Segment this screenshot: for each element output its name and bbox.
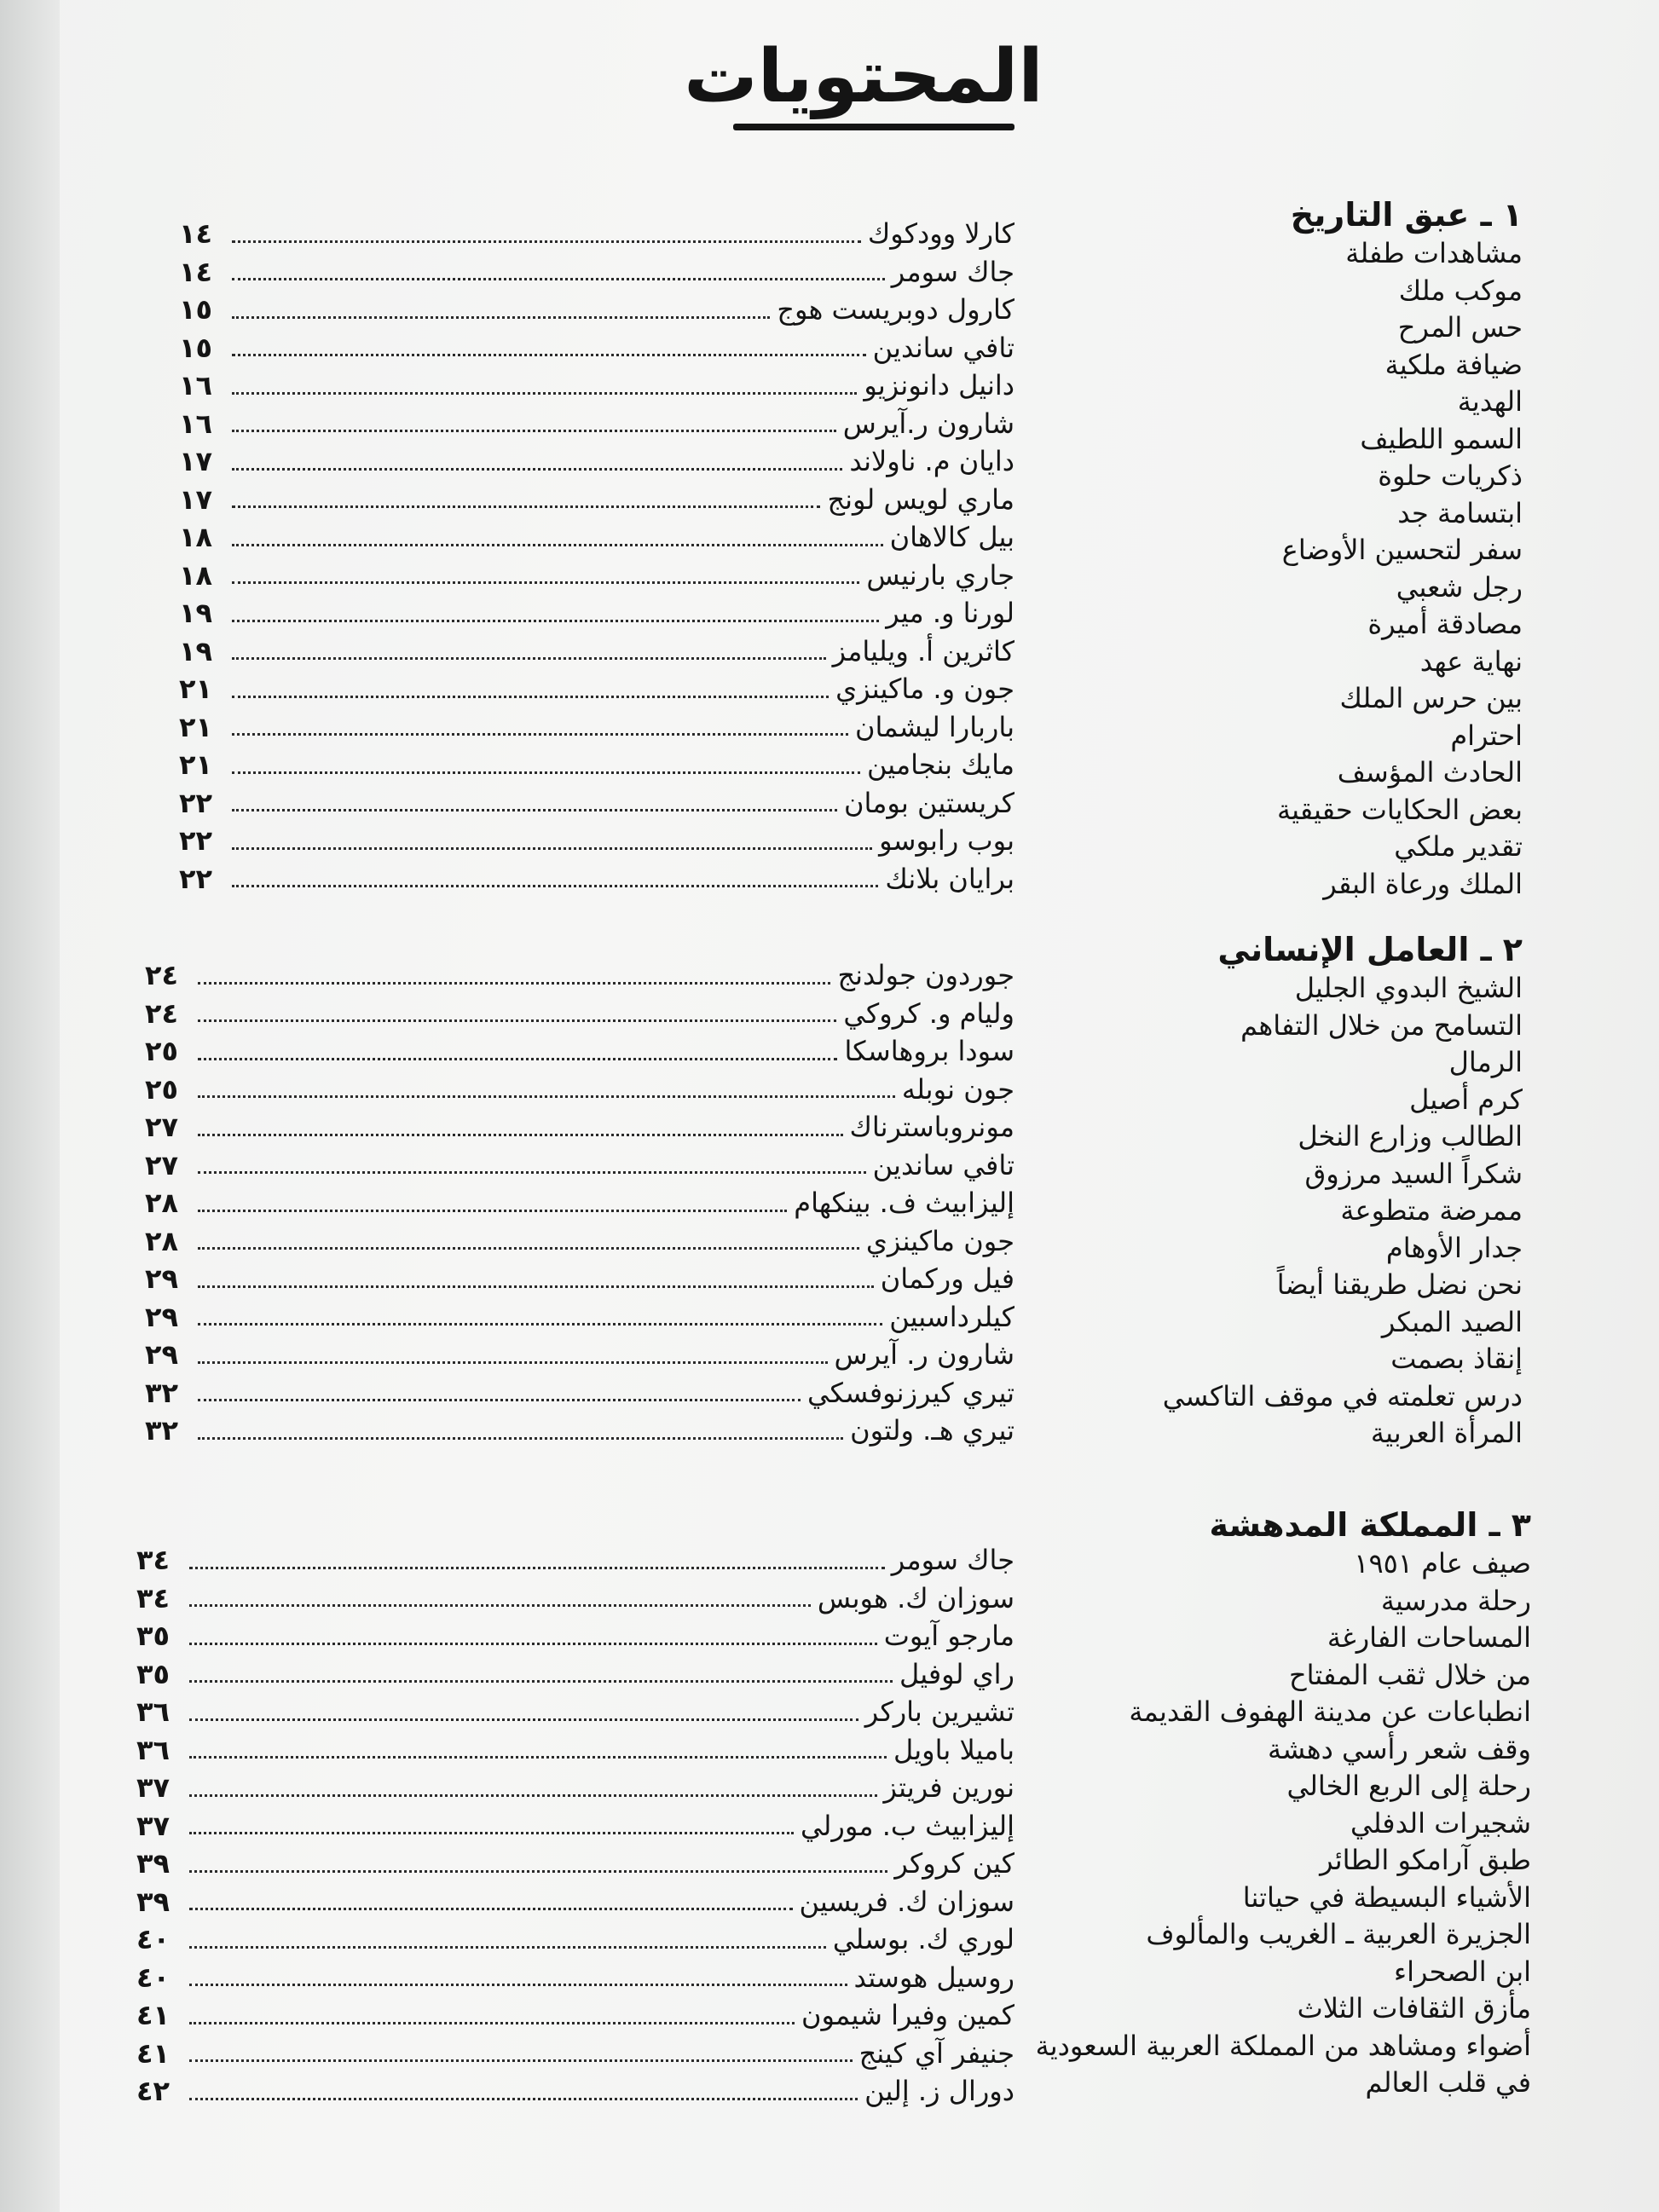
toc-entry [179,442,1014,481]
page-number: ١٩ [179,597,213,629]
toc-entry [179,367,1014,405]
chapter-title: في قلب العالم [1365,2066,1531,2099]
author-name: بيل كالاهان [889,521,1014,553]
page-number: ٣٩ [136,1885,171,1918]
author-name: مونروباسترناك [849,1111,1014,1143]
author-name: فيل وركمان [880,1262,1014,1295]
toc-entry [179,784,1014,823]
section-3-entries [136,1541,1014,2111]
page-number: ٢٢ [179,824,213,857]
chapter-title: الأشياء البسيطة في حياتنا [1242,1880,1531,1914]
page-number: ١٥ [179,293,213,326]
section-1-titles [1277,194,1523,903]
page-number: ٢٩ [145,1300,179,1333]
chapter-title: مأزق الثقافات الثلاث [1297,1992,1531,2024]
chapter-title: طبق آرامكو الطائر [1320,1844,1531,1876]
toc-entry [179,632,1014,671]
page-number: ٣٢ [145,1414,179,1447]
toc-entry [136,2072,1014,2111]
author-name: كيلرداسبين [889,1300,1014,1333]
author-name: نورين فريتز [883,1771,1014,1804]
dot-leader [232,771,860,774]
dot-leader [189,1946,826,1949]
dot-leader [232,620,879,622]
page-number: ٢٢ [179,862,213,895]
page-number: ١٦ [179,407,213,440]
page-number: ٢٧ [145,1111,179,1143]
author-name: كين كروكر [894,1847,1014,1880]
chapter-title: موكب ملك [1398,274,1523,307]
author-name: كارلا وودكوك [867,217,1014,250]
chapter-title: بعض الحكايات حقيقية [1276,793,1523,826]
chapter-title: كرم أصيل [1409,1083,1523,1116]
chapter-title: الهدية [1457,385,1523,418]
dot-leader [189,1832,794,1834]
page-number: ٣٧ [136,1809,171,1842]
chapter-title: الطالب وزارع النخل [1298,1120,1523,1152]
chapter-title: رحلة مدرسية [1380,1584,1531,1617]
chapter-title: حس المرح [1397,311,1523,344]
author-name: لوري ك. بوسلي [832,1923,1014,1955]
chapter-title: ابن الصحراء [1394,1955,1531,1988]
toc-entry [136,1580,1014,1618]
dot-leader [189,1870,887,1873]
author-name: تيري هـ. ولتون [850,1414,1014,1447]
toc-entry [179,670,1014,708]
dot-leader [198,1095,895,1098]
dot-leader [232,278,885,280]
toc-entry [136,2035,1014,2073]
chapter-title: ممرضة متطوعة [1340,1194,1523,1227]
page-number: ١٧ [179,445,213,477]
page-number: ٤١ [136,1999,171,2031]
toc-entry [136,1920,1014,1959]
toc-entry [179,557,1014,595]
dot-leader [198,1437,843,1440]
chapter-title: مصادقة أميرة [1367,608,1523,640]
page-number: ١٩ [179,634,213,667]
page-number: ٣٩ [136,1847,171,1880]
author-name: تيري كيرزنوفسكي [806,1376,1014,1409]
author-name: كارول دوبريست هوج [777,293,1014,326]
chapter-title: نحن نضل طريقنا أيضاً [1276,1268,1523,1301]
page-number: ٤٢ [136,2075,171,2107]
dot-leader [198,982,830,985]
dot-leader [198,1134,843,1136]
author-name: دورال ز. إلين [864,2075,1014,2107]
page-number: ٢٥ [145,1072,179,1106]
chapter-title: الشيخ البدوي الجليل [1294,972,1523,1004]
toc-entry [136,1655,1014,1694]
toc-entry [179,405,1014,443]
author-name: باميلا باويل [893,1733,1014,1766]
page-number: ٢٨ [145,1224,179,1257]
section-2-heading: ٢ ـ العامل الإنساني [1217,931,1523,968]
dot-leader [198,1019,836,1022]
chapter-title: شجيرات الدفلي [1350,1806,1531,1839]
dot-leader [232,657,826,660]
author-name: باربارا ليشمان [855,710,1014,743]
toc-entry [145,1336,1014,1374]
toc-entry [179,708,1014,747]
chapter-title: من خلال ثقب المفتاح [1288,1658,1531,1691]
section-3-titles [1036,1505,1531,2102]
chapter-title: الصيد المبكر [1381,1305,1523,1338]
toc-entry [179,253,1014,292]
page-number: ٣٢ [145,1376,179,1409]
page-number: ٣٤ [136,1544,171,1576]
author-name: تافي ساندين [872,1148,1014,1181]
author-name: شارون ر. آيرس [834,1338,1014,1371]
page-number: ٢١ [179,748,213,781]
page-number: ٢٥ [145,1035,179,1067]
section-1-heading: ١ ـ عبق التاريخ [1290,196,1523,234]
chapter-title: مشاهدات طفلة [1345,237,1523,269]
dot-leader [232,733,848,736]
chapter-title: إنقاذ بصمت [1390,1343,1523,1375]
toc-entry [179,215,1014,253]
toc-entry [136,1731,1014,1770]
author-name: سوزان ك. فريسين [799,1885,1014,1918]
chapter-title: رحلة إلى الربع الخالي [1286,1770,1531,1802]
page-number: ٢٨ [145,1187,179,1219]
toc-entry [145,1146,1014,1185]
dot-leader [189,2059,853,2062]
chapter-title: ضيافة ملكية [1384,348,1523,381]
page-number: ٢٩ [145,1338,179,1371]
toc-entry [179,291,1014,329]
toc-entry [136,1883,1014,1921]
page-number: ١٥ [179,331,213,364]
page-number: ٣٦ [136,1695,171,1728]
toc-entry [136,1693,1014,1731]
chapter-title: الرمال [1448,1046,1523,1078]
book-binding-shadow [0,0,60,2212]
chapter-title: الجزيرة العربية ـ الغريب والمألوف [1146,1918,1531,1950]
author-name: إليزابيث ف. بينكهام [794,1187,1014,1219]
page-number: ١٦ [179,369,213,401]
page-number: ٢٤ [145,959,179,991]
chapter-title: درس تعلمته في موقف التاكسي [1162,1379,1523,1412]
section-2-entries [145,956,1014,1450]
toc-entry [179,822,1014,860]
dot-leader [232,468,842,471]
dot-leader [198,1058,837,1060]
dot-leader [232,809,837,811]
dot-leader [189,1984,847,1986]
toc-entry [145,1374,1014,1412]
page-number: ٢١ [179,673,213,705]
page-number: ١٨ [179,558,213,592]
chapter-title: صيف عام ١٩٥١ [1354,1547,1531,1580]
page-number: ١٧ [179,482,213,516]
toc-entry [136,1807,1014,1845]
chapter-title: المرأة العربية [1370,1417,1523,1449]
page-number: ٣٥ [136,1620,171,1652]
chapter-title: أضواء ومشاهد من المملكة العربية السعودية [1035,2029,1531,2062]
author-name: راي لوفيل [899,1657,1014,1690]
author-name: جون و. ماكينزي [835,673,1014,705]
chapter-title: احترام [1450,719,1523,752]
dot-leader [232,581,859,584]
author-name: سودا بروهاسكا [844,1035,1014,1067]
dot-leader [189,1908,793,1910]
author-name: بوب رابوسو [879,824,1014,857]
toc-entry [136,1996,1014,2035]
chapter-title: سفر لتحسين الأوضاع [1281,534,1523,566]
dot-leader [198,1210,787,1212]
toc-entry [179,518,1014,557]
author-name: جوردون جولدنج [837,959,1014,991]
author-name: كاثرين أ. ويليامز [832,634,1014,667]
author-name: تافي ساندين [872,331,1014,364]
toc-entry [136,1845,1014,1883]
toc-entry [145,1412,1014,1450]
chapter-title: نهاية عهد [1419,644,1523,678]
toc-entry [179,481,1014,519]
page-number: ٢٩ [145,1262,179,1295]
dot-leader [189,2098,858,2100]
author-name: جاك سومر [891,1544,1014,1576]
dot-leader [232,885,878,887]
dot-leader [232,316,770,319]
author-name: كمين وفيرا شيمون [801,1999,1014,2031]
page-number: ٢٢ [179,786,213,819]
dot-leader [198,1247,859,1250]
toc-entry [136,1959,1014,1997]
page-number: ٤١ [136,2036,171,2070]
dot-leader [189,1567,885,1569]
section-1-entries [179,215,1014,898]
page-number: ٤٠ [136,1961,171,1994]
dot-leader [189,1643,877,1645]
page-number: ١٤ [179,217,213,250]
toc-entry [179,594,1014,632]
author-name: جون نوبله [901,1072,1014,1106]
page-number: ١٤ [179,255,213,288]
page-number: ٤٠ [136,1923,171,1955]
dot-leader [232,505,820,508]
dot-leader [232,430,836,432]
toc-entry [179,746,1014,784]
chapter-title: بين حرس الملك [1339,682,1523,714]
chapter-title: شكراً السيد مرزوق [1304,1157,1523,1190]
chapter-title: المساحات الفارغة [1327,1621,1531,1654]
toc-entry [179,329,1014,367]
dot-leader [232,240,861,243]
chapter-title: جدار الأوهام [1385,1231,1523,1264]
toc-entry [179,860,1014,898]
author-name: دانيل دانونزيو [864,369,1014,401]
dot-leader [232,544,883,546]
title-underline [733,124,1014,130]
author-name: برايان بلانك [885,862,1014,895]
dot-leader [189,2022,795,2024]
page-number: ٣٧ [136,1771,171,1804]
dot-leader [198,1361,828,1364]
toc-entry [136,1769,1014,1807]
chapter-title: التسامح من خلال التفاهم [1240,1008,1523,1042]
toc-entry [145,1108,1014,1146]
author-name: سوزان ك. هوبس [817,1581,1014,1614]
toc-entry [145,956,1014,995]
dot-leader [232,696,829,698]
page-number: ٢٤ [145,996,179,1030]
dot-leader [232,847,872,850]
author-name: جاك سومر [891,255,1014,288]
author-name: ماري لويس لونج [827,482,1014,516]
author-name: وليام و. كروكي [843,996,1014,1030]
toc-entry [145,1032,1014,1071]
author-name: مارجو آيوت [883,1620,1014,1652]
toc-entry [145,1071,1014,1109]
toc-entry [145,995,1014,1033]
chapter-title: الملك ورعاة البقر [1323,867,1523,900]
dot-leader [198,1399,801,1401]
page-number: ٣٤ [136,1581,171,1614]
section-3-heading: ٣ ـ المملكة المدهشة [1209,1506,1531,1544]
page-number: ٢١ [179,710,213,743]
dot-leader [232,354,866,356]
chapter-title: رجل شعبي [1396,570,1523,604]
dot-leader [198,1171,866,1174]
page-number: ٣٥ [136,1657,171,1690]
dot-leader [189,1756,887,1759]
page-title: المحتويات [684,34,1043,119]
author-name: شارون ر.آيرس [842,407,1014,440]
author-name: تشيرين باركر [864,1695,1014,1728]
chapter-title: انطباعات عن مدينة الهفوف القديمة [1129,1695,1531,1728]
toc-entry [145,1222,1014,1261]
author-name: دايان م. ناولاند [849,445,1014,477]
author-name: كريستين بومان [843,786,1014,819]
dot-leader [198,1323,882,1325]
page-number: ٣٦ [136,1733,171,1766]
author-name: جون ماكينزي [865,1224,1014,1257]
toc-entry [136,1617,1014,1655]
author-name: جاري بارنيس [866,558,1014,592]
dot-leader [198,1285,874,1288]
section-2-titles [1163,929,1523,1453]
chapter-title: السمو اللطيف [1360,422,1523,455]
dot-leader [189,1604,811,1607]
toc-entry [145,1184,1014,1222]
author-name: روسيل هوستد [853,1961,1014,1994]
author-name: مايك بنجامين [866,748,1014,781]
author-name: جنيفر آي كينج [858,2036,1014,2070]
chapter-title: الحادث المؤسف [1337,756,1523,788]
chapter-title: تقدير ملكي [1394,830,1523,863]
dot-leader [189,1680,893,1683]
dot-leader [189,1794,877,1797]
page-number: ١٨ [179,521,213,553]
toc-entry [145,1260,1014,1298]
author-name: لورنا و. مير [886,597,1014,629]
toc-entry [136,1541,1014,1580]
page-number: ٢٧ [145,1148,179,1181]
dot-leader [189,1718,858,1721]
author-name: إليزابيث ب. مورلي [800,1809,1014,1842]
chapter-title: وقف شعر رأسي دهشة [1268,1732,1531,1765]
chapter-title: ابتسامة جد [1397,496,1523,529]
toc-entry [145,1298,1014,1337]
chapter-title: ذكريات حلوة [1378,459,1523,492]
dot-leader [232,392,857,395]
